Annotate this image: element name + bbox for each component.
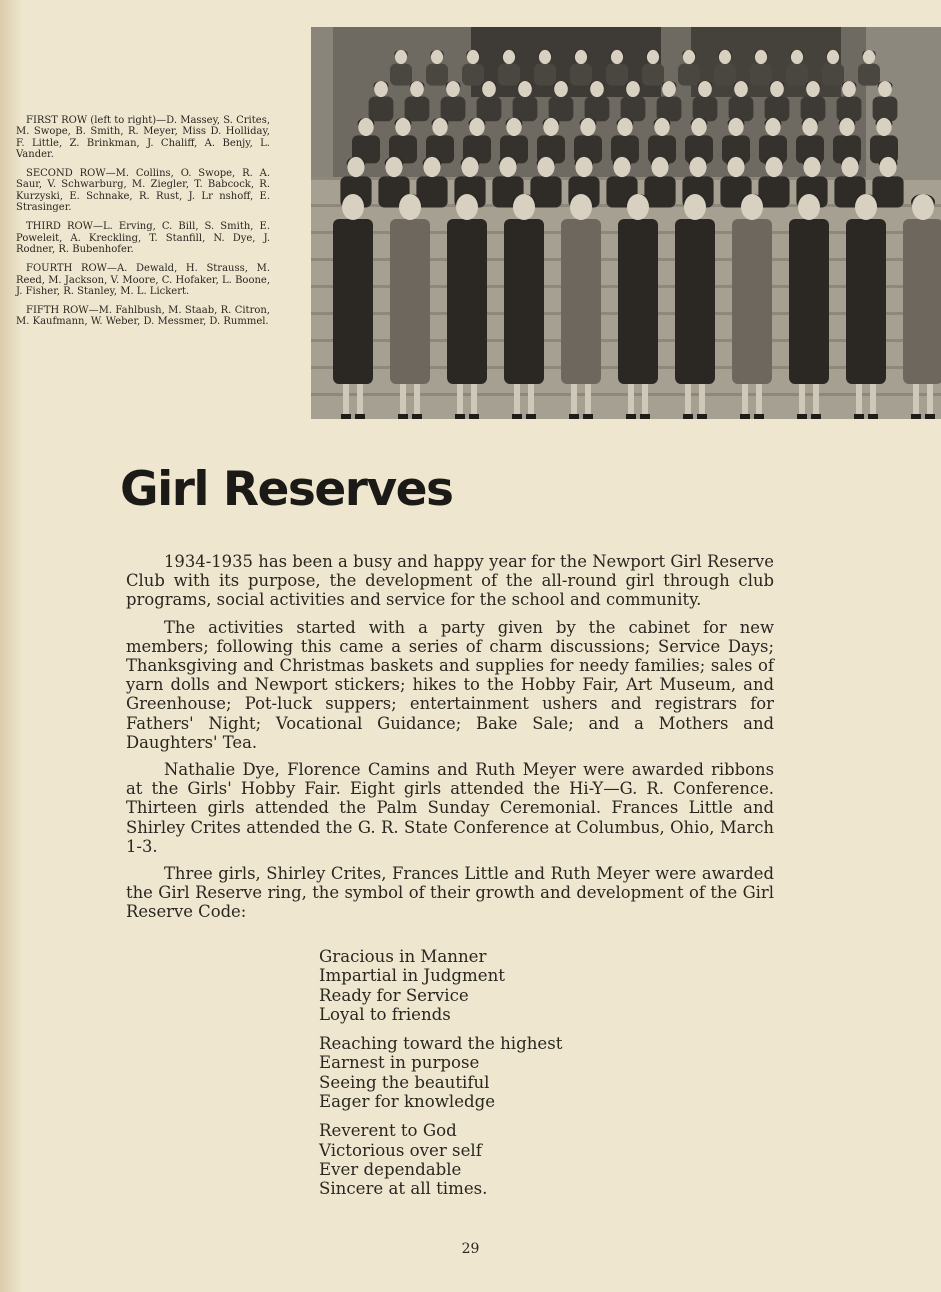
- code-line: Seeing the beautiful: [319, 1072, 490, 1092]
- code-line: Reaching toward the highest: [319, 1034, 563, 1054]
- code-stanza: [319, 1034, 562, 1111]
- paragraph-ring: Three girls, Shirley Crites, Frances Little and Ruth Meyer were awarded the Girl Reserve ring, the symbol of their growth and development of the Girl Reserve Code:: [126, 864, 774, 922]
- caption-third-row: THIRD ROW—L. Erving, C. Bill, S. Smith, E. Poweleit, A. Kreckling, T. Stanfill, N. Dye, J. Rodner, R. Bubenhofer.: [16, 221, 270, 255]
- code-line: Earnest in purpose: [319, 1053, 480, 1073]
- code-line: Sincere at all times.: [319, 1179, 488, 1199]
- photo-caption: [16, 115, 270, 336]
- caption-fifth-row: FIFTH ROW—M. Fahlbush, M. Staab, R. Citron, M. Kaufmann, W. Weber, D. Messmer, D. Rummel.: [16, 305, 270, 328]
- code-stanza: [319, 1121, 562, 1198]
- girl-reserve-code: [319, 947, 562, 1209]
- code-stanza: [319, 947, 562, 1024]
- article-body: [126, 552, 774, 930]
- code-line: Impartial in Judgment: [319, 966, 505, 986]
- code-line: Ready for Service: [319, 985, 469, 1005]
- code-line: Eager for knowledge: [319, 1092, 496, 1112]
- caption-second-row: SECOND ROW—M. Collins, O. Swope, R. A. Saur, V. Schwarburg, M. Ziegler, T. Babcock, R. Kurzyski, E. Schnake, R. Rust, J. Lr nshoff, E. Strasinger.: [16, 168, 270, 214]
- code-line: Gracious in Manner: [319, 947, 487, 966]
- caption-fourth-row: FOURTH ROW—A. Dewald, H. Strauss, M. Reed, M. Jackson, V. Moore, C. Hofaker, L. Boone, J. Fisher, R. Stanley, M. L. Lickert.: [16, 263, 270, 297]
- group-photo: [311, 27, 941, 419]
- caption-first-row: FIRST ROW (left to right)—D. Massey, S. Crites, M. Swope, B. Smith, R. Meyer, Miss D. Holliday, F. Little, Z. Brinkman, J. Chaliff, A. Benjy, L. Vander.: [16, 115, 270, 160]
- page-number: 29: [461, 1241, 480, 1257]
- code-line: Ever dependable: [319, 1159, 462, 1179]
- group-photo-image: [311, 27, 941, 419]
- code-line: Reverent to God: [319, 1121, 457, 1141]
- page-title: Girl Reserves: [120, 462, 453, 517]
- paragraph-awards: Nathalie Dye, Florence Camins and Ruth Meyer were awarded ribbons at the Girls' Hobby Fair. Eight girls attended the Hi-Y—G. R. Conference. Thirteen girls attended the Palm Sunday Ceremonial. Frances Little and Shirley Crites attended the G. R. State Conference at Columbus, Ohio, March 1-3.: [126, 760, 774, 856]
- paragraph-activities: The activities started with a party given by the cabinet for new members; following this came a series of charm discussions; Service Days; Thanksgiving and Christmas baskets and supplies for needy families; sales of yarn dolls and Newport stickers; hikes to the Hobby Fair, Art Museum, and Greenhouse; Pot-luck suppers; entertainment ushers and registrars for Fathers' Night; Vocational Guidance; Bake Sale; and a Mothers and Daughters' Tea.: [126, 617, 774, 752]
- paragraph-purpose: 1934-1935 has been a busy and happy year for the Newport Girl Reserve Club with its purpose, the development of the all-round girl through club programs, social activities and service for the school and community.: [126, 552, 774, 610]
- code-line: Loyal to friends: [319, 1004, 451, 1024]
- code-line: Victorious over self: [319, 1140, 482, 1160]
